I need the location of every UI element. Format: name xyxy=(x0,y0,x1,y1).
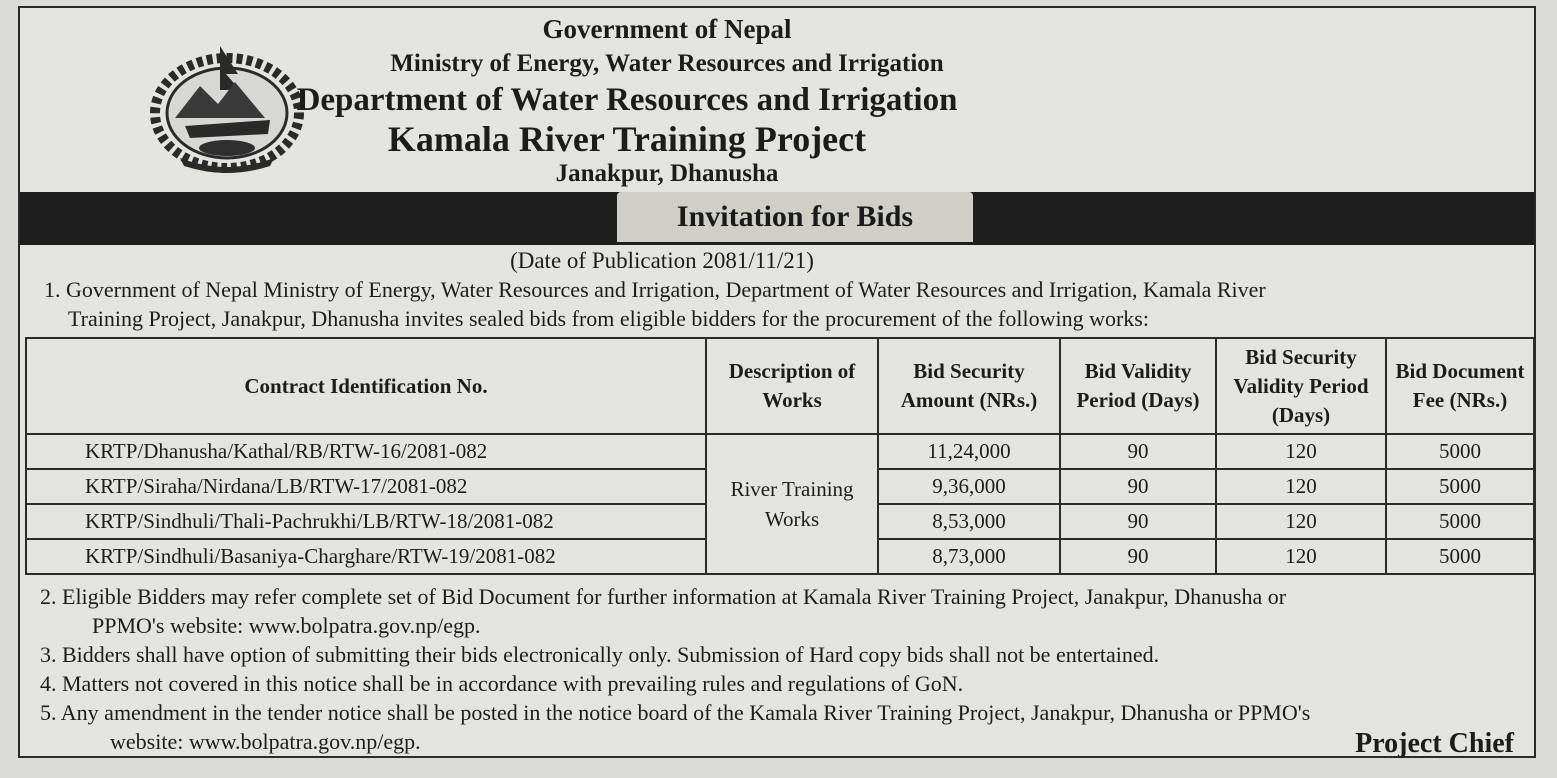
cell-security: 9,36,000 xyxy=(878,469,1060,504)
header-security: Bid Security Amount (NRs.) xyxy=(878,338,1060,434)
header-validity: Bid Validity Period (Days) xyxy=(1060,338,1216,434)
header-contract: Contract Identification No. xyxy=(26,338,706,434)
banner-title: Invitation for Bids xyxy=(617,192,973,242)
item-2-line-2: PPMO's website: www.bolpatra.gov.np/egp. xyxy=(92,613,481,638)
cell-security-validity: 120 xyxy=(1216,434,1386,469)
cell-security: 8,53,000 xyxy=(878,504,1060,539)
title-banner xyxy=(20,192,1534,245)
cell-contract: KRTP/Siraha/Nirdana/LB/RTW-17/2081-082 xyxy=(26,469,706,504)
cell-security-validity: 120 xyxy=(1216,504,1386,539)
cell-contract: KRTP/Dhanusha/Kathal/RB/RTW-16/2081-082 xyxy=(26,434,706,469)
item-5-line-2: website: www.bolpatra.gov.np/egp. xyxy=(110,729,421,754)
item-5-line-1: 5. Any amendment in the tender notice shall be posted in the notice board of the Kamala River Training Project, Janakpur, Dhanusha or PPMO's xyxy=(40,700,1311,725)
item-3: 3. Bidders shall have option of submitting their bids electronically only. Submission of Hard copy bids shall not be entertained. xyxy=(40,642,1160,667)
bid-notice xyxy=(18,6,1536,758)
paragraph-1-line-1: 1. Government of Nepal Ministry of Energy, Water Resources and Irrigation, Department of Water Resources and Irrigation, Kamala River xyxy=(44,277,1266,302)
cell-contract: KRTP/Sindhuli/Basaniya-Charghare/RTW-19/2081-082 xyxy=(26,539,706,574)
publication-date: (Date of Publication 2081/11/21) xyxy=(510,248,814,273)
cell-validity: 90 xyxy=(1060,434,1216,469)
item-2-line-1: 2. Eligible Bidders may refer complete set of Bid Document for further information at Kamala River Training Project, Janakpur, Dhanusha or xyxy=(40,584,1287,609)
header-ministry: Ministry of Energy, Water Resources and Irrigation xyxy=(390,50,944,77)
table-row xyxy=(26,434,1534,469)
header-project: Kamala River Training Project xyxy=(387,119,867,159)
bids-table xyxy=(25,337,1535,575)
paragraph-1-line-2: Training Project, Janakpur, Dhanusha invites sealed bids from eligible bidders for the procurement of the following works: xyxy=(68,306,1149,331)
notice-items xyxy=(40,582,1310,756)
cell-security-validity: 120 xyxy=(1216,469,1386,504)
header-government: Government of Nepal xyxy=(542,14,792,44)
cell-fee: 5000 xyxy=(1386,504,1534,539)
cell-fee: 5000 xyxy=(1386,469,1534,504)
cell-validity: 90 xyxy=(1060,469,1216,504)
header-description: Description of Works xyxy=(706,338,878,434)
cell-validity: 90 xyxy=(1060,504,1216,539)
item-4: 4. Matters not covered in this notice shall be in accordance with prevailing rules and regulations of GoN. xyxy=(40,671,964,696)
cell-fee: 5000 xyxy=(1386,539,1534,574)
header-fee: Bid Document Fee (NRs.) xyxy=(1386,338,1534,434)
cell-description: River Training Works xyxy=(706,434,878,574)
cell-contract: KRTP/Sindhuli/Thali-Pachrukhi/LB/RTW-18/2081-082 xyxy=(26,504,706,539)
cell-fee: 5000 xyxy=(1386,434,1534,469)
cell-validity: 90 xyxy=(1060,539,1216,574)
cell-security: 11,24,000 xyxy=(878,434,1060,469)
table-header-row xyxy=(26,338,1534,434)
cell-security: 8,73,000 xyxy=(878,539,1060,574)
signature-title: Project Chief xyxy=(1355,728,1514,759)
header-department: Department of Water Resources and Irrigation xyxy=(296,82,958,118)
header-security-validity: Bid Security Validity Period (Days) xyxy=(1216,338,1386,434)
header-location: Janakpur, Dhanusha xyxy=(555,160,779,187)
cell-security-validity: 120 xyxy=(1216,539,1386,574)
